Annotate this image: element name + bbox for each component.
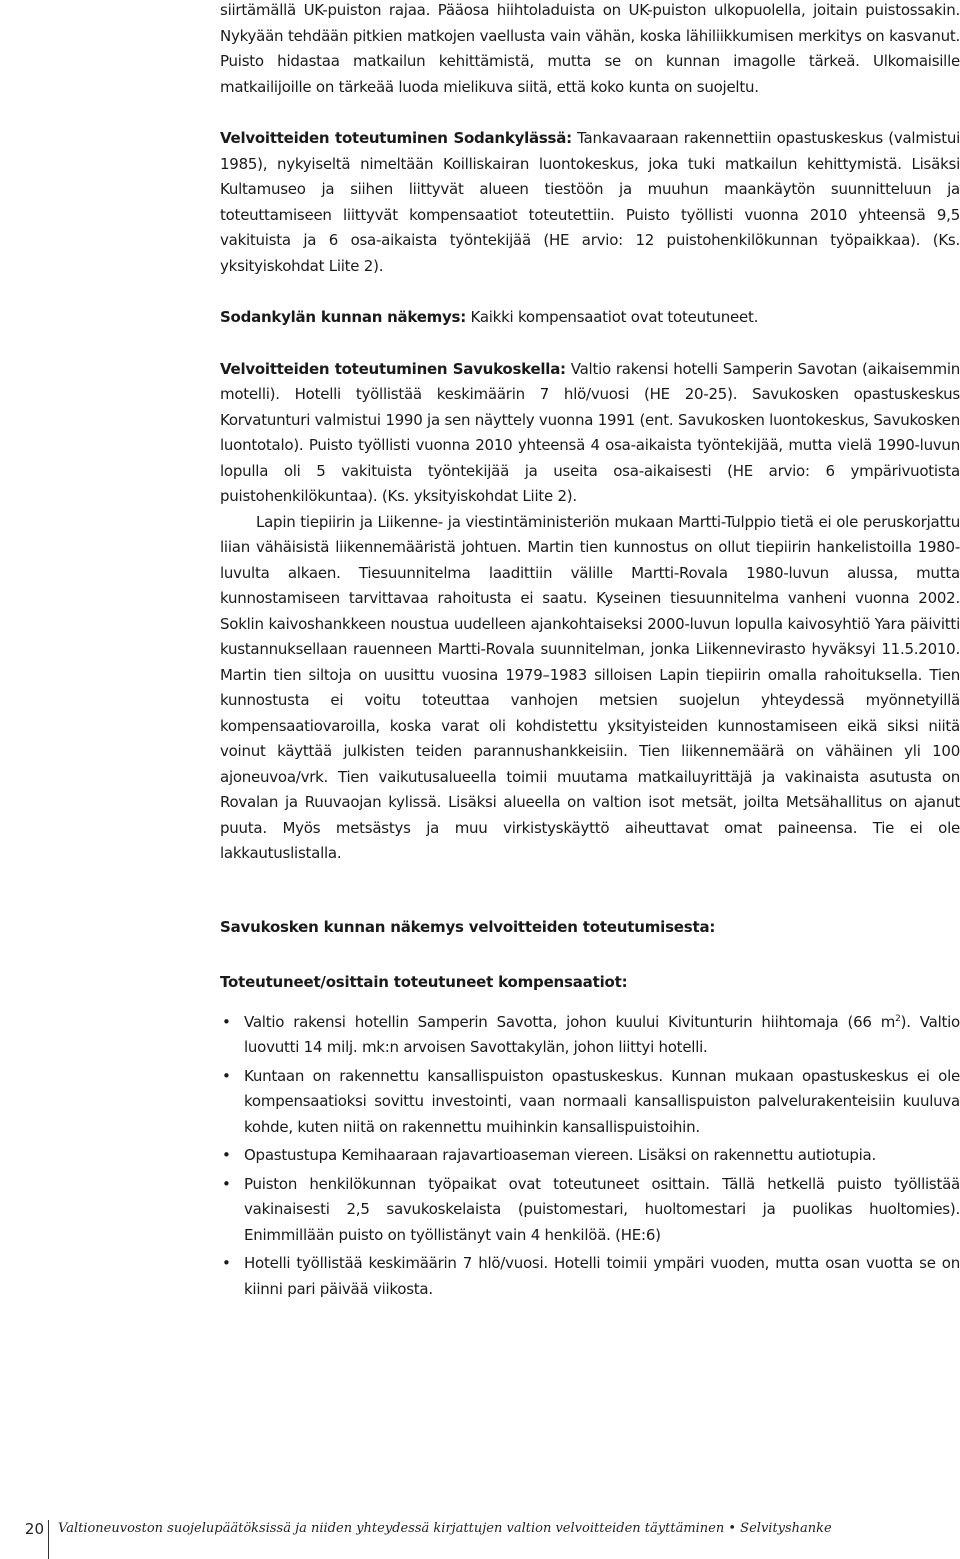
heading-realized-compensations: Toteutuneet/osittain toteutuneet kompensaatiot: (220, 973, 628, 991)
list-item (220, 1251, 960, 1302)
main-text-column (220, 0, 960, 1305)
list-item-text: Puiston henkilökunnan työpaikat ovat toteutuneet osittain. Tällä hetkellä puisto työllistää vakinaisesti 2,5 savukoskelaista (puistomestari, huoltomestari ja puolikas huoltomies). Enimmillään puisto on työllistänyt vain 4 henkilöä. (HE:6) (244, 1174, 960, 1244)
heading-savukoski-view: Savukosken kunnan näkemys velvoitteiden toteutumisesta: (220, 917, 716, 936)
bullet-icon: • (222, 1146, 231, 1164)
bullet-icon: • (222, 1174, 231, 1193)
sodankyla-obligations-text: Tankavaaraan rakennettiin opastuskeskus (valmistui 1985), nykyiseltä nimeltään Koilliskairan luontokeskus, joka tuki matkailun kehittymistä. Lisäksi Kultamuseo ja siihen liittyvät alueen tiestöön ja muuhun maankäytön suunnitteluun ja toteuttamiseen liittyvät kompensaatiot toteutettiin. Puisto työllisti vuonna 2010 yhteensä 9,5 vakituista ja 6 osa-aikaista työntekijää (HE arvio: 12 puistohenkilökunnan työpaikkaa). (Ks. yksityiskohdat Liite 2). (220, 129, 960, 275)
bullet-icon: • (222, 1012, 231, 1031)
bullet-icon: • (222, 1254, 231, 1272)
savukoski-obligations-label: Velvoitteiden toteutuminen Savukoskella: (220, 359, 566, 378)
list-item-text-b: ). Valtio luovutti 14 milj. mk:n arvoisen Savottakylän, johon liittyi hotelli. (244, 1012, 960, 1056)
list-item (220, 1143, 960, 1169)
footer-divider (48, 1520, 49, 1559)
list-item (220, 1064, 960, 1141)
superscript-2: 2 (895, 1013, 901, 1024)
page-number: 20 (24, 1520, 44, 1538)
paragraph-savukoski-obligations (220, 357, 960, 510)
paragraph-sodankyla-view (220, 305, 960, 331)
sodankyla-obligations-label: Velvoitteiden toteutuminen Sodankylässä: (220, 129, 572, 147)
compensation-list (220, 1010, 960, 1303)
bullet-icon: • (222, 1066, 231, 1085)
list-item-text-a: Valtio rakensi hotellin Samperin Savotta, johon kuului Kivitunturin hiihtomaja (66 m (244, 1012, 896, 1031)
sodankyla-view-text: Kaikki kompensaatiot ovat toteutuneet. (465, 308, 759, 326)
footer-title: Valtioneuvoston suojelupäätöksissä ja niiden yhteydessä kirjattujen valtion velvoitteiden täyttäminen • Selvityshanke (58, 1521, 832, 1536)
list-item-text: Kuntaan on rakennettu kansallispuiston opastuskeskus. Kunnan mukaan opastuskeskus ei ole kompensaatioksi sovittu investointi, vaan normaali kansallispuiston palvelurakenteisiin kuuluva kohde, kuten niitä on rakennettu muihinkin kansallispuistoihin. (244, 1066, 960, 1136)
list-item (220, 1010, 960, 1061)
list-item (220, 1172, 960, 1249)
savukoski-obligations-text: Valtio rakensi hotelli Samperin Savotan (aikaisemmin motelli). Hotelli työllistää keskimäärin 7 hlö/vuosi (HE 20-25). Savukosken opastuskeskus Korvatunturi valmistui 1990 ja sen näyttely vuonna 1991 (ent. Savukosken luontokeskus, Savukosken luontotalo). Puisto työllisti vuonna 2010 yhteensä 4 osa-aikaista työntekijää, mutta vielä 1990-luvun lopulla oli 5 vakituista työntekijää ja useita osa-aikaisesti (HE arvio: 6 ympärivuotista puistohenkilökuntaa). (Ks. yksityiskohdat Liite 2). (220, 359, 960, 505)
list-item-text: Hotelli työllistää keskimäärin 7 hlö/vuosi. Hotelli toimii ympäri vuoden, mutta osan vuotta se on kiinni pari päivää viikosta. (244, 1254, 960, 1298)
paragraph-sodankyla-obligations (220, 126, 960, 279)
paragraph-martti-road: Lapin tiepiirin ja Liikenne- ja viestintäministeriön mukaan Martti-Tulppio tietä ei ole peruskorjattu liian vähäisistä liikennemääristä johtuen. Martin tien kunnostus on ollut tiepiirin hankelistoilla 1980-luvulta alkaen. Tiesuunnitelma laadittiin välille Martti-Rovala 1980-luvun alussa, mutta kunnostamiseen tarvittavaa rahoitusta ei saatu. Kyseinen tiesuunnitelma vanheni vuonna 2002. Soklin kaivoshankkeen noustua uudelleen ajankohtaiseksi 2000-luvun lopulla kaivosyhtiö Yara päivitti kustannuksellaan rauenneen Martti-Rovala suunnitelman, jonka Liikennevirasto hyväksyi 11.5.2010. Martin tien siltoja on uusittu vuosina 1979–1983 silloisen Lapin tiepiirin omalla rahoituksella. Tien kunnostusta ei voitu toteuttaa vanhojen metsien suojelun yhteydessä myönnetyillä kompensaatiovaroilla, koska varat oli kohdistettu yksityisteiden kunnostamiseen eikä siksi niitä voinut käyttää julkisten teiden parannushankkeisiin. Tien liikennemäärä on vähäinen yli 100 ajoneuvoa/vrk. Tien vaikutusalueella toimii muutama matkailuyrittäjä ja vakinaista asutusta on Rovalan ja Ruuvaojan kylissä. Lisäksi alueella on valtion isot metsät, joilta Metsähallitus on ajanut puuta. Myös metsästys ja muu virkistyskäyttö aiheuttavat omat paineensa. Tie ei ole lakkautuslistalla. (220, 512, 960, 862)
list-item-text: Opastustupa Kemihaaraan rajavartioaseman viereen. Lisäksi on rakennettu autiotupia. (244, 1146, 876, 1164)
page-footer (0, 1520, 960, 1559)
sodankyla-view-label: Sodankylän kunnan näkemys: (220, 308, 466, 326)
paragraph-ukk-park: siirtämällä UK-puiston rajaa. Pääosa hiihtoladuista on UK-puiston ulkopuolella, joitain puistossakin. Nykyään tehdään pitkien matkojen vaellusta vain vähän, koska lähiliikkumisen merkitys on kasvanut. Puisto hidastaa matkailun kehittämistä, mutta se on kunnan imagolle tärkeä. Ulkomaisille matkailijoille on tärkeää luoda mielikuva siitä, että koko kunta on suojeltu. (220, 1, 960, 96)
